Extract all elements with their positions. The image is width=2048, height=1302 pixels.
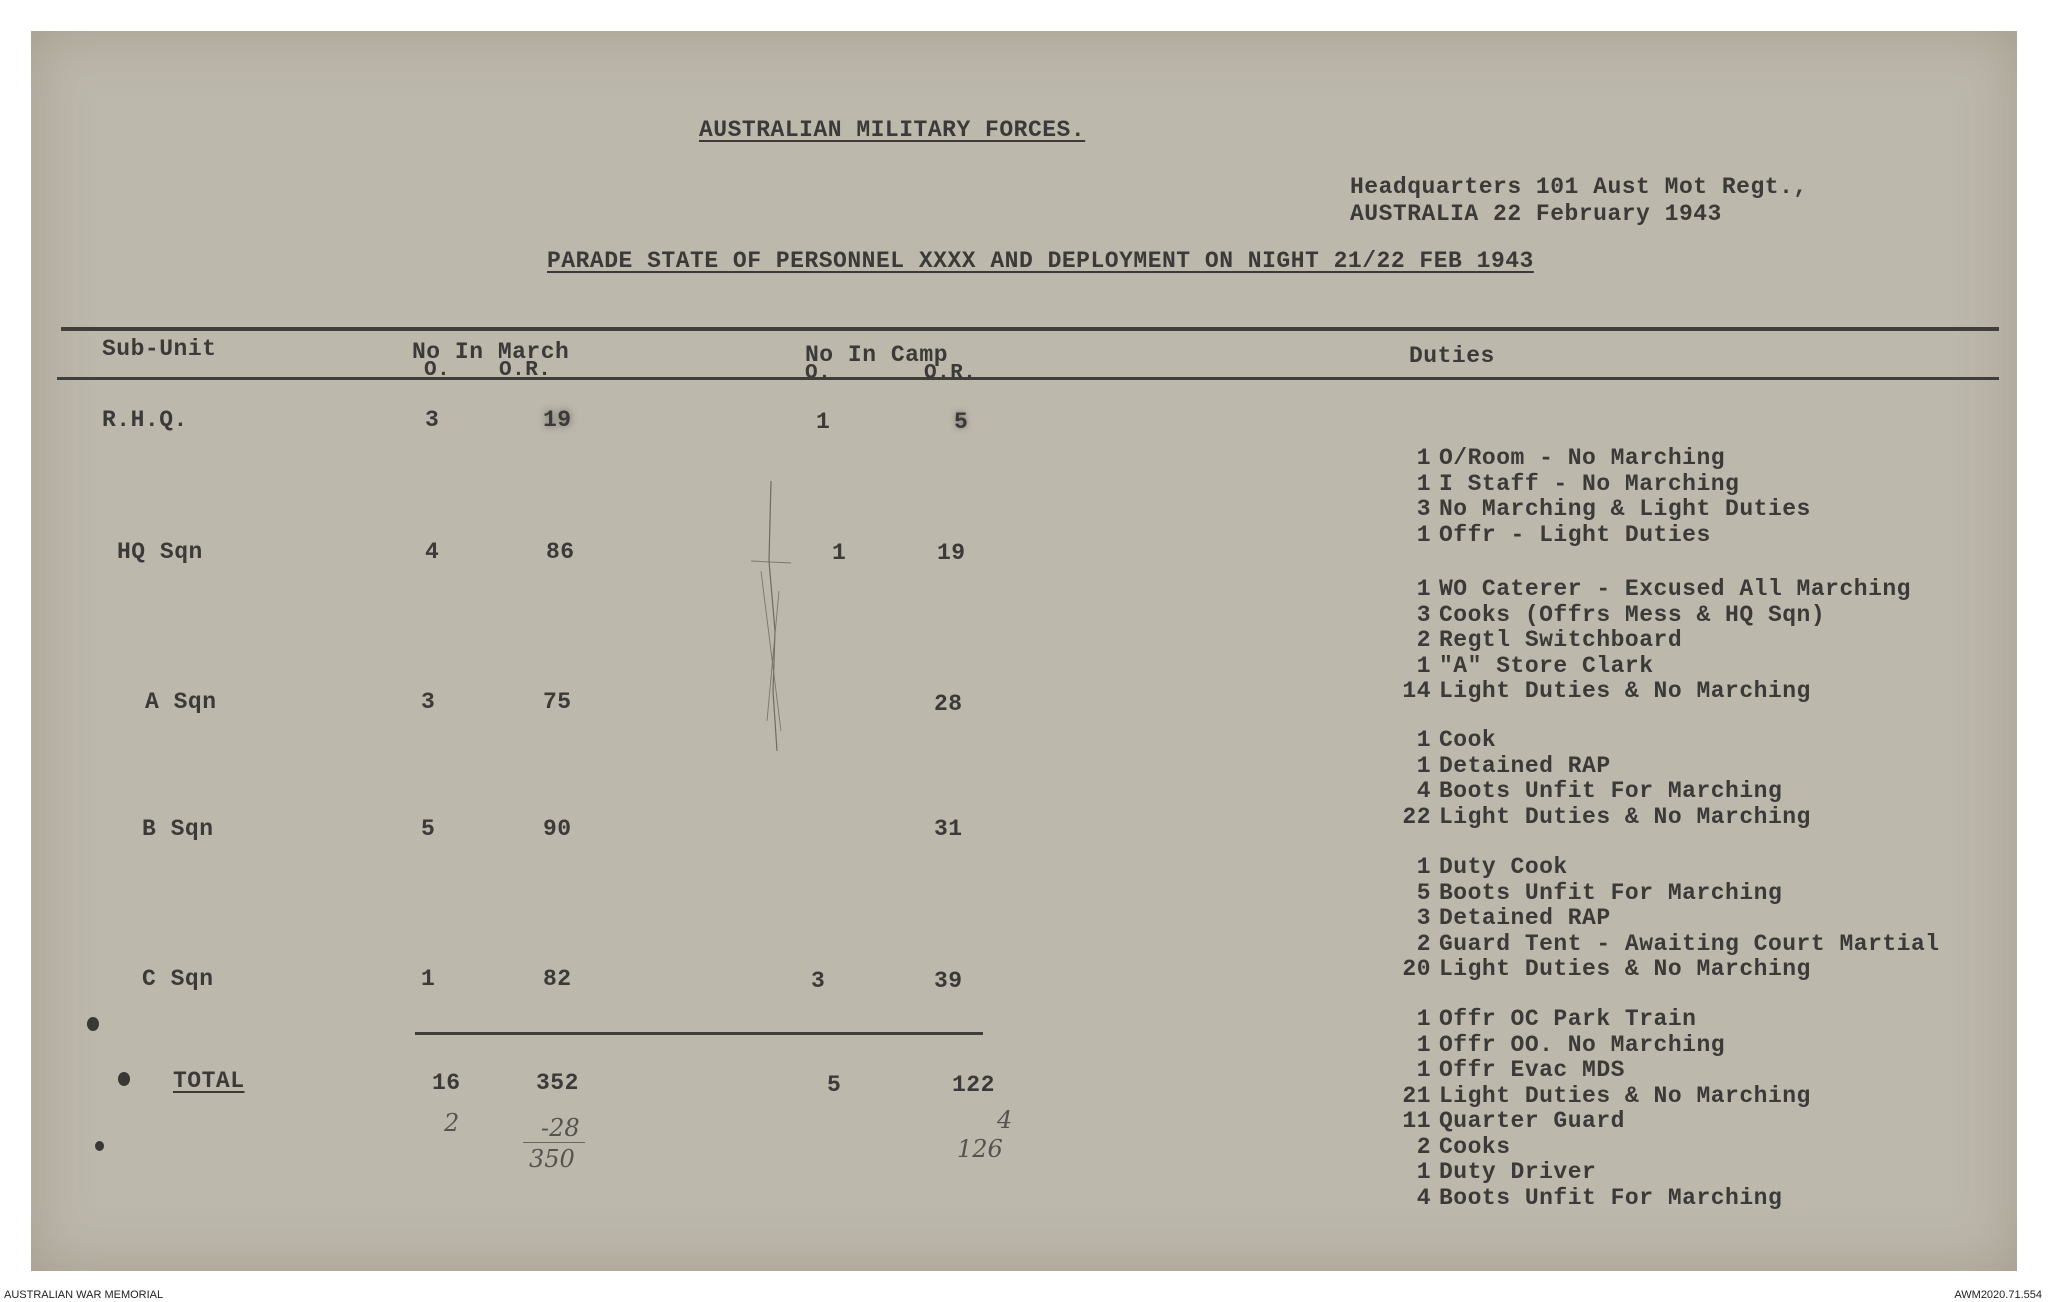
row-a-sqn-march-or: 75 [543,689,572,715]
duty-line [1385,1006,1696,1032]
row-a-sqn-march-o: 3 [421,689,436,715]
header-camp-other-ranks: O.R. [924,362,977,385]
duty-count: 4 [1416,1184,1431,1211]
handwritten-sum-line [523,1142,585,1143]
duty-count: 1 [1416,652,1431,679]
row-rhq-unit: R.H.Q. [102,407,188,433]
duty-count: 1 [1416,1031,1431,1058]
punch-hole-mark [118,1072,130,1086]
duty-description: Boots Unfit For Marching [1439,1184,1783,1211]
duty-line [1385,1032,1725,1058]
duty-line [1385,727,1496,753]
header-march-officers: O. [424,359,451,382]
row-b-sqn-camp-or: 31 [934,816,963,842]
duty-line [1385,1057,1625,1083]
document-title: PARADE STATE OF PERSONNEL XXXX AND DEPLOYMENT ON NIGHT 21/22 FEB 1943 [547,248,1534,274]
total-march-o: 16 [432,1070,461,1096]
handwritten-or-adjustment: -28 [541,1114,580,1142]
duty-line [1385,1159,1596,1185]
duty-count: 5 [1416,879,1431,906]
duty-description: Offr OC Park Train [1439,1006,1697,1032]
handwritten-officer-adjustment: 2 [444,1109,460,1137]
duty-line [1385,1108,1625,1134]
row-hq-sqn-unit: HQ Sqn [117,539,203,565]
organisation-heading: AUSTRALIAN MILITARY FORCES. [699,117,1086,143]
duty-line [1385,905,1611,931]
duty-count: 4 [1416,778,1431,804]
duty-line [1385,753,1611,779]
total-label: TOTAL [173,1068,245,1094]
row-rhq-march-o: 3 [425,407,440,433]
total-camp-or: 122 [952,1072,995,1098]
duty-line [1385,1185,1782,1211]
document-page [31,31,2017,1271]
header-no-in-march: No In March [412,339,570,365]
duty-description: "A" Store Clark [1439,652,1654,679]
duty-line [1385,1083,1811,1109]
row-hq-sqn-march-o: 4 [425,539,440,565]
duty-line [1385,1134,1511,1160]
duty-count: 1 [1416,521,1431,548]
punch-hole-mark [87,1017,99,1031]
duty-line [1385,471,1739,497]
duty-description: O/Room - No Marching [1439,445,1726,471]
duty-description: Light Duties & No Marching [1439,956,1811,982]
duty-description: No Marching & Light Duties [1439,496,1811,522]
duty-count: 11 [1402,1108,1431,1134]
duty-line [1385,880,1782,906]
duty-count: 14 [1402,678,1431,704]
duty-description: Cooks (Offrs Mess & HQ Sqn) [1439,601,1826,628]
duty-line [1385,627,1682,653]
handwritten-camp-result: 126 [957,1135,1003,1163]
duty-line [1385,956,1811,982]
duty-description: Offr OO. No Marching [1439,1031,1726,1058]
duty-description: Offr - Light Duties [1439,521,1711,548]
table-header-rule [57,377,1999,380]
total-camp-o: 5 [827,1072,842,1098]
duty-count: 1 [1416,470,1431,497]
duty-line [1385,931,1940,957]
punch-hole-mark [95,1141,104,1151]
duty-description: Light Duties & No Marching [1439,803,1811,830]
duty-count: 3 [1416,905,1431,931]
duty-description: Boots Unfit For Marching [1439,778,1783,804]
duty-description: Regtl Switchboard [1439,627,1683,653]
row-b-sqn-unit: B Sqn [142,816,214,842]
row-a-sqn-unit: A Sqn [145,689,217,715]
duty-description: Quarter Guard [1439,1108,1625,1134]
duty-line [1385,576,1911,602]
duty-description: WO Caterer - Excused All Marching [1439,576,1911,602]
header-camp-officers: O. [805,362,832,385]
total-rule [415,1032,983,1035]
row-c-sqn-march-o: 1 [421,966,436,992]
duty-count: 2 [1416,627,1431,653]
duty-description: Cook [1439,727,1497,753]
duty-description: Detained RAP [1439,752,1611,779]
duty-count: 2 [1416,1133,1431,1160]
row-rhq-camp-o: 1 [816,409,831,435]
row-c-sqn-camp-or: 39 [934,968,963,994]
duty-description: Duty Driver [1439,1159,1597,1185]
handwritten-camp-adjustment: 4 [997,1106,1013,1134]
handwritten-or-result: 350 [529,1145,575,1173]
total-march-or: 352 [536,1070,579,1096]
row-b-sqn-march-or: 90 [543,816,572,842]
duty-count: 1 [1416,1159,1431,1185]
duty-count: 1 [1416,1006,1431,1032]
duty-count: 22 [1402,803,1431,830]
pencil-scribble-mark [731,471,811,761]
duty-count: 21 [1402,1082,1431,1109]
duty-count: 1 [1416,1057,1431,1083]
row-b-sqn-march-o: 5 [421,816,436,842]
row-a-sqn-camp-or: 28 [934,691,963,717]
duty-count: 1 [1416,854,1431,880]
duty-count: 3 [1416,496,1431,522]
hq-address-line-1: Headquarters 101 Aust Mot Regt., [1350,174,1808,200]
duty-count: 1 [1416,727,1431,753]
header-no-in-camp: No In Camp [805,342,949,368]
duty-description: Guard Tent - Awaiting Court Martial [1439,930,1940,957]
row-c-sqn-camp-o: 3 [811,968,826,994]
footer-accession: AWM2020.71.554 [1954,1289,2042,1301]
duty-description: Cooks [1439,1133,1511,1160]
duty-description: Light Duties & No Marching [1439,1082,1811,1109]
duty-line [1385,804,1811,830]
header-duties: Duties [1409,343,1495,369]
duty-description: Light Duties & No Marching [1439,678,1811,704]
footer-source: AUSTRALIAN WAR MEMORIAL [4,1289,164,1301]
hq-address-line-2: AUSTRALIA 22 February 1943 [1350,201,1722,227]
row-rhq-camp-or: 5 [954,409,969,435]
duty-line [1385,678,1811,704]
duty-count: 3 [1416,601,1431,628]
duty-line [1385,496,1811,522]
duty-description: Offr Evac MDS [1439,1057,1625,1083]
row-hq-sqn-march-or: 86 [546,539,575,565]
duty-line [1385,653,1654,679]
duty-line [1385,854,1568,880]
duty-description: Boots Unfit For Marching [1439,879,1783,906]
duty-line [1385,602,1825,628]
duty-count: 1 [1416,752,1431,779]
duty-description: I Staff - No Marching [1439,470,1740,497]
header-sub-unit: Sub-Unit [102,336,217,362]
header-march-other-ranks: O.R. [499,359,552,382]
row-rhq-march-or: 19 [543,407,572,433]
row-c-sqn-march-or: 82 [543,966,572,992]
duty-count: 1 [1416,576,1431,602]
duty-line [1385,445,1725,471]
duty-line [1385,522,1711,548]
duty-count: 1 [1416,445,1431,471]
row-hq-sqn-camp-or: 19 [937,540,966,566]
row-hq-sqn-camp-o: 1 [832,540,847,566]
duty-count: 20 [1402,956,1431,982]
row-c-sqn-unit: C Sqn [142,966,214,992]
duty-description: Duty Cook [1439,854,1568,880]
duty-description: Detained RAP [1439,905,1611,931]
table-top-rule [61,327,1999,331]
duty-line [1385,778,1782,804]
duty-count: 2 [1416,930,1431,957]
